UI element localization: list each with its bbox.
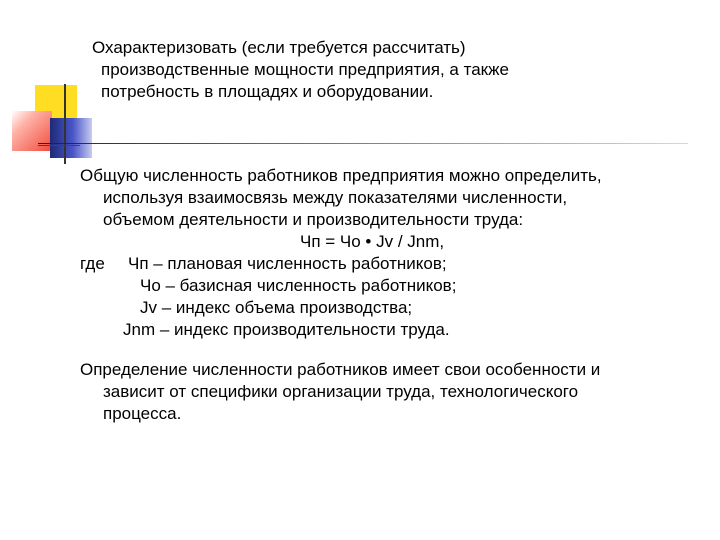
definition-item: Чо – базисная численность работников; [140,276,457,295]
title-line-2: производственные мощности предприятия, а также [101,60,509,79]
decorative-blue-square [50,118,92,158]
definition-item: Jnm – индекс производительности труда. [123,320,450,339]
title-divider-line [38,143,688,144]
paragraph-intro-line-1: Общую численность работников предприятия можно определить, [80,166,602,185]
decorative-short-line [38,145,80,146]
slide-body [80,165,710,425]
paragraph-conclusion-line-1: Определение численности работников имеет свои особенности и [80,360,601,379]
definition-item [80,253,710,275]
paragraph-conclusion-line-2: зависит от специфики организации труда, технологического [103,382,579,401]
slide-title [92,37,652,103]
formula: Чп = Чо • Jv / Jnm, [300,232,445,251]
definition-item: Jv – индекс объема производства; [140,298,413,317]
paragraph-intro [80,165,710,231]
definitions-list [80,253,710,341]
paragraph-conclusion-line-3: процесса. [103,404,182,423]
decorative-vertical-line [64,84,66,164]
title-line-3: потребность в площадях и оборудовании. [101,82,434,101]
where-label: где [80,254,105,273]
paragraph-intro-line-3: объемом деятельности и производительности труда: [103,210,524,229]
definition-text: Чп – плановая численность работников; [128,254,447,273]
title-line-1: Охарактеризовать (если требуется рассчитать) [92,38,466,57]
paragraph-conclusion [80,359,710,425]
paragraph-intro-line-2: используя взаимосвязь между показателями численности, [103,188,568,207]
